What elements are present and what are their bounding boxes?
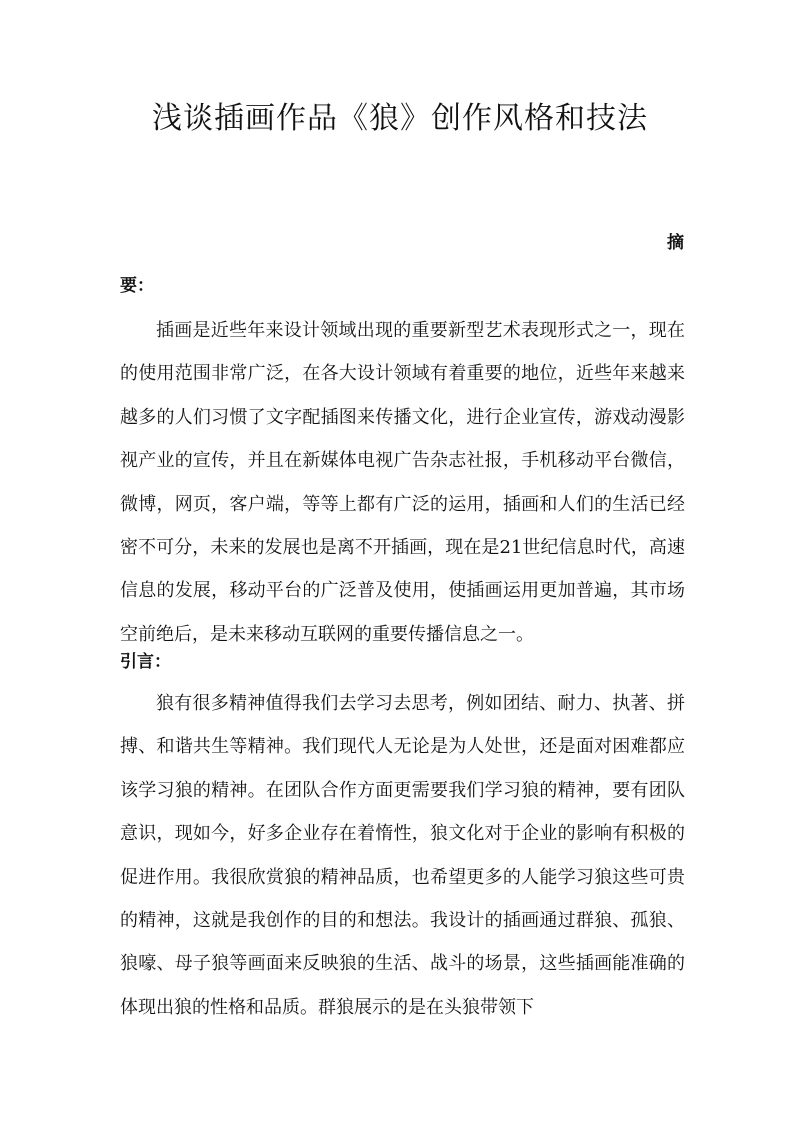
abstract-heading-part1: 摘 <box>667 233 684 253</box>
document-title: 浅谈插画作品《狼》创作风格和技法 <box>152 101 648 136</box>
intro-paragraph: 狼有很多精神值得我们去学习去思考，例如团结、耐力、执著、拼搏、和谐共生等精神。我们现代人无论是为人处世，还是面对困难都应该学习狼的精神。在团队合作方面更需要我们学习狼的精神，要有团队意识，现如今，好多企业存在着惰性，狼文化对于企业的影响有积极的促进作用。我很欣赏狼的精神品质，也希望更多的人能学习狼这些可贵的精神，这就是我创作的目的和想法。我设计的插画通过群狼、孤狼、狼嚎、母子狼等画面来反映狼的生活、战斗的场景，这些插画能准确的体现出狼的性格和品质。群狼展示的是在头狼带领下 <box>120 693 685 1018</box>
abstract-paragraph: 插画是近些年来设计领域出现的重要新型艺术表现形式之一，现在的使用范围非常广泛，在各大设计领域有着重要的地位，近些年来越来越多的人们习惯了文字配插图来传播文化，进行企业宣传，游戏动漫影视产业的宣传，并且在新媒体电视广告杂志社报，手机移动平台微信，微博，网页，客户端，等等上都有广泛的运用，插画和人们的生活已经密不可分，未来的发展也是离不开插画，现在是21世纪信息时代，高速信息的发展，移动平台的广泛普及使用，使插画运用更加普遍，其市场空前绝后，是未来移动互联网的重要传播信息之一。 <box>120 320 685 645</box>
abstract-heading-part2: 要： <box>120 276 154 296</box>
intro-heading: 引言： <box>120 652 171 672</box>
